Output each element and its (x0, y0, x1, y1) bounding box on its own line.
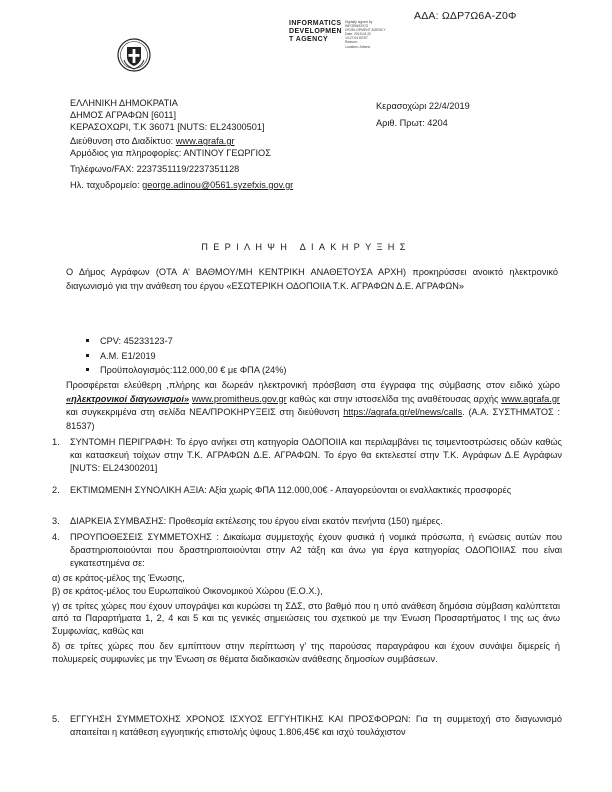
address: ΚΕΡΑΣΟΧΩΡΙ, Τ.Κ 36071 [NUTS: EL24300501] (70, 122, 265, 132)
calls-link[interactable]: https://agrafa.gr/el/news/calls (343, 407, 463, 417)
date-protocol (376, 100, 470, 129)
phone: Τηλέφωνο/FAX: 2237351119/2237351128 (70, 164, 240, 174)
list-item: δ) σε τρίτες χώρες που δεν εμπίπτουν στην περίπτωση γ’ της παρούσας παραγράφου και έχουν συνάψει διμερείς ή πολυμερείς συμφωνίες με την Ένωση σε θέματα διαδικασιών ανάθεσης δημοσίων συμβάσεων. (52, 640, 560, 664)
list-item: α) σε κράτος-μέλος της Ένωσης, (52, 573, 185, 583)
email-link[interactable]: george.adinou@0561.syzefxis.gov.gr (142, 180, 294, 190)
date: Κερασοχώρι 22/4/2019 (376, 101, 470, 111)
greek-emblem-icon (117, 38, 151, 72)
list-item: Α.Μ. Ε1/2019 (86, 349, 287, 364)
list-item: γ) σε τρίτες χώρες που έχουν υπογράψει και κυρώσει τη ΣΔΣ, στο βαθμό που η υπό ανάθεση δημόσια σύμβαση καλύπτεται από τα Παραρτήματα 1, 2, 4 και 5 και τις γενικές σημειώσεις του σχετικού με την Ένωση Προσαρτήματος Ι της ως άνω Συμφωνίας, καθώς και (52, 600, 560, 637)
contact-person: Αρμόδιος για πληροφορίες: ΑΝΤΙΝΟΥ ΓΕΩΡΓΙΟΣ (70, 148, 271, 158)
signature-stamp-details: Digitally signed by INFORMATICS DEVELOPMENT AGENCY Date: 2019.04.22 13:27:04 EEST Reason: Location: Athens (345, 20, 386, 49)
list-item: CPV: 45233123-7 (86, 334, 287, 349)
numbered-item-2: 2. ΕΚΤΙΜΩΜΕΝΗ ΣΥΝΟΛΙΚΗ ΑΞΙΑ: Αξία χωρίς ΦΠΑ 112.000,00€ - Απαγορεύονται οι εναλλακτικές προσφορές (52, 485, 512, 495)
municipality: ΔΗΜΟΣ ΑΓΡΑΦΩΝ [6011] (70, 110, 177, 120)
numbered-item-1: 1. ΣΥΝΤΟΜΗ ΠΕΡΙΓΡΑΦΗ: Το έργο ανήκει στη κατηγορία ΟΔΟΠΟΙΙΑ και περιλαμβάνει τις τσιμεντοστρώσεις οδών καθώς και κατασκευή τοίχων στην Τ.Κ. ΑΓΡΑΦΩΝ Δ.Ε. ΑΓΡΑΦΩΝ. Το έργο θα εκτελεστεί στην Τ.Κ. Αγράφων Δ.Ε Αγράφων [NUTS: EL24300201] (52, 437, 562, 473)
numbered-item-5: 5. ΕΓΓΥΗΣΗ ΣΥΜΜΕΤΟΧΗΣ ΧΡΟΝΟΣ ΙΣΧΥΟΣ ΕΓΓΥΗΤΙΚΗΣ ΚΑΙ ΠΡΟΣΦΟΡΩΝ: Για τη συμμετοχή στο διαγωνισμό απαιτείται η κατάθεση εγγυητικής επιστολής ύψους 1.806,45€ και ισχύ τουλάχιστον (52, 714, 562, 737)
numbered-item-3: 3. ΔΙΑΡΚΕΙΑ ΣΥΜΒΑΣΗΣ: Προθεσμία εκτέλεσης του έργου είναι εκατόν πενήντα (150) ημέρες. (52, 516, 443, 526)
list-item: β) σε κράτος-μέλος του Ευρωπαϊκού Οικονομικού Χώρου (Ε.Ο.Χ.), (52, 585, 323, 596)
e-procurement-link[interactable]: «ηλεκτρονικοί διαγωνισμοί» (66, 393, 190, 404)
numbered-item-4: 4. ΠΡΟΥΠΟΘΕΣΕΙΣ ΣΥΜΜΕΤΟΧΗΣ : Δικαίωμα συμμετοχής έχουν φυσικά ή νομικά πρόσωπα, ή ενώσεις αυτών που δραστηριοποιούνται που δραστηριοποιούνται στην Α2 τάξη και άνω για έργα κατηγορίας ΟΔΟΠΟΙΙΑΣ που είναι εγκατεστημένα σε: (52, 532, 562, 568)
list-item: Προϋπολογισμός:112.000,00 € με ΦΠΑ (24%) (86, 363, 287, 378)
page-title: ΠΕΡΙΛΗΨΗ ΔΙΑΚΗΡΥΞΗΣ (201, 242, 411, 252)
sender-header: ΕΛΛΗΝΙΚΗ ΔΗΜΟΚΡΑΤΙΑ ΔΗΜΟΣ ΑΓΡΑΦΩΝ [6011] ΚΕΡΑΣΟΧΩΡΙ, Τ.Κ 36071 [NUTS: EL24300501] Διεύθυνση στο Διαδίκτυο: www.agrafa.gr Αρμόδιος για πληροφορίες: ΑΝΤΙΝΟΥ ΓΕΩΡΓΙΟΣ Τηλέφωνο/FAX: 2237351119/2237351128 Ηλ. ταχυδρομείο: george.adinou@0561.syzefxis.gov.gr (70, 98, 294, 190)
agrafa-link[interactable]: www.agrafa.gr (501, 393, 560, 404)
bullet-list (86, 334, 287, 378)
country: ΕΛΛΗΝΙΚΗ ΔΗΜΟΚΡΑΤΙΑ (70, 98, 178, 108)
protocol-number: Αριθ. Πρωτ: 4204 (376, 118, 448, 128)
signature-stamp-org: INFORMATICS DEVELOPMEN T AGENCY (289, 20, 343, 44)
ada-code: ΑΔΑ: ΩΔΡ7Ω6Α-Ζ0Φ (414, 10, 517, 22)
intro-paragraph: Ο Δήμος Αγράφων (ΟΤΑ Α’ ΒΑΘΜΟΥ/ΜΗ ΚΕΝΤΡΙΚΗ ΑΝΑΘΕΤΟΥΣΑ ΑΡΧΗ) προκηρύσσει ανοικτό ηλεκτρονικό διαγωνισμό για την ανάθεση του έργου «ΕΣΩΤΕΡΙΚΗ ΟΔΟΠΟΙΙΑ Τ.Κ. ΑΓΡΑΦΩΝ Δ.Ε. ΑΓΡΑΦΩΝ» (66, 267, 558, 291)
website-link[interactable]: www.agrafa.gr (175, 136, 235, 146)
promitheus-link[interactable]: www.promitheus.gov.gr (191, 393, 287, 404)
eligibility-list (52, 572, 560, 666)
access-paragraph: Προσφέρεται ελεύθερη ,πλήρης και δωρεάν ηλεκτρονική πρόσβαση στα έγγραφα της σύμβασης στον ειδικό χώρο «ηλεκτρονικοί διαγωνισμοί» www.promitheus.gov.gr καθώς και στην ιστοσελίδα της αναθέτουσας αρχής www.agrafa.gr και συγκεκριμένα στη σελίδα ΝΕΑ/ΠΡΟΚΗΡΥΞΕΙΣ στη διεύθυνση https://agrafa.gr/el/news/calls. (Α.Α. ΣΥΣΤΗΜΑΤΟΣ : 81537) (66, 380, 560, 431)
